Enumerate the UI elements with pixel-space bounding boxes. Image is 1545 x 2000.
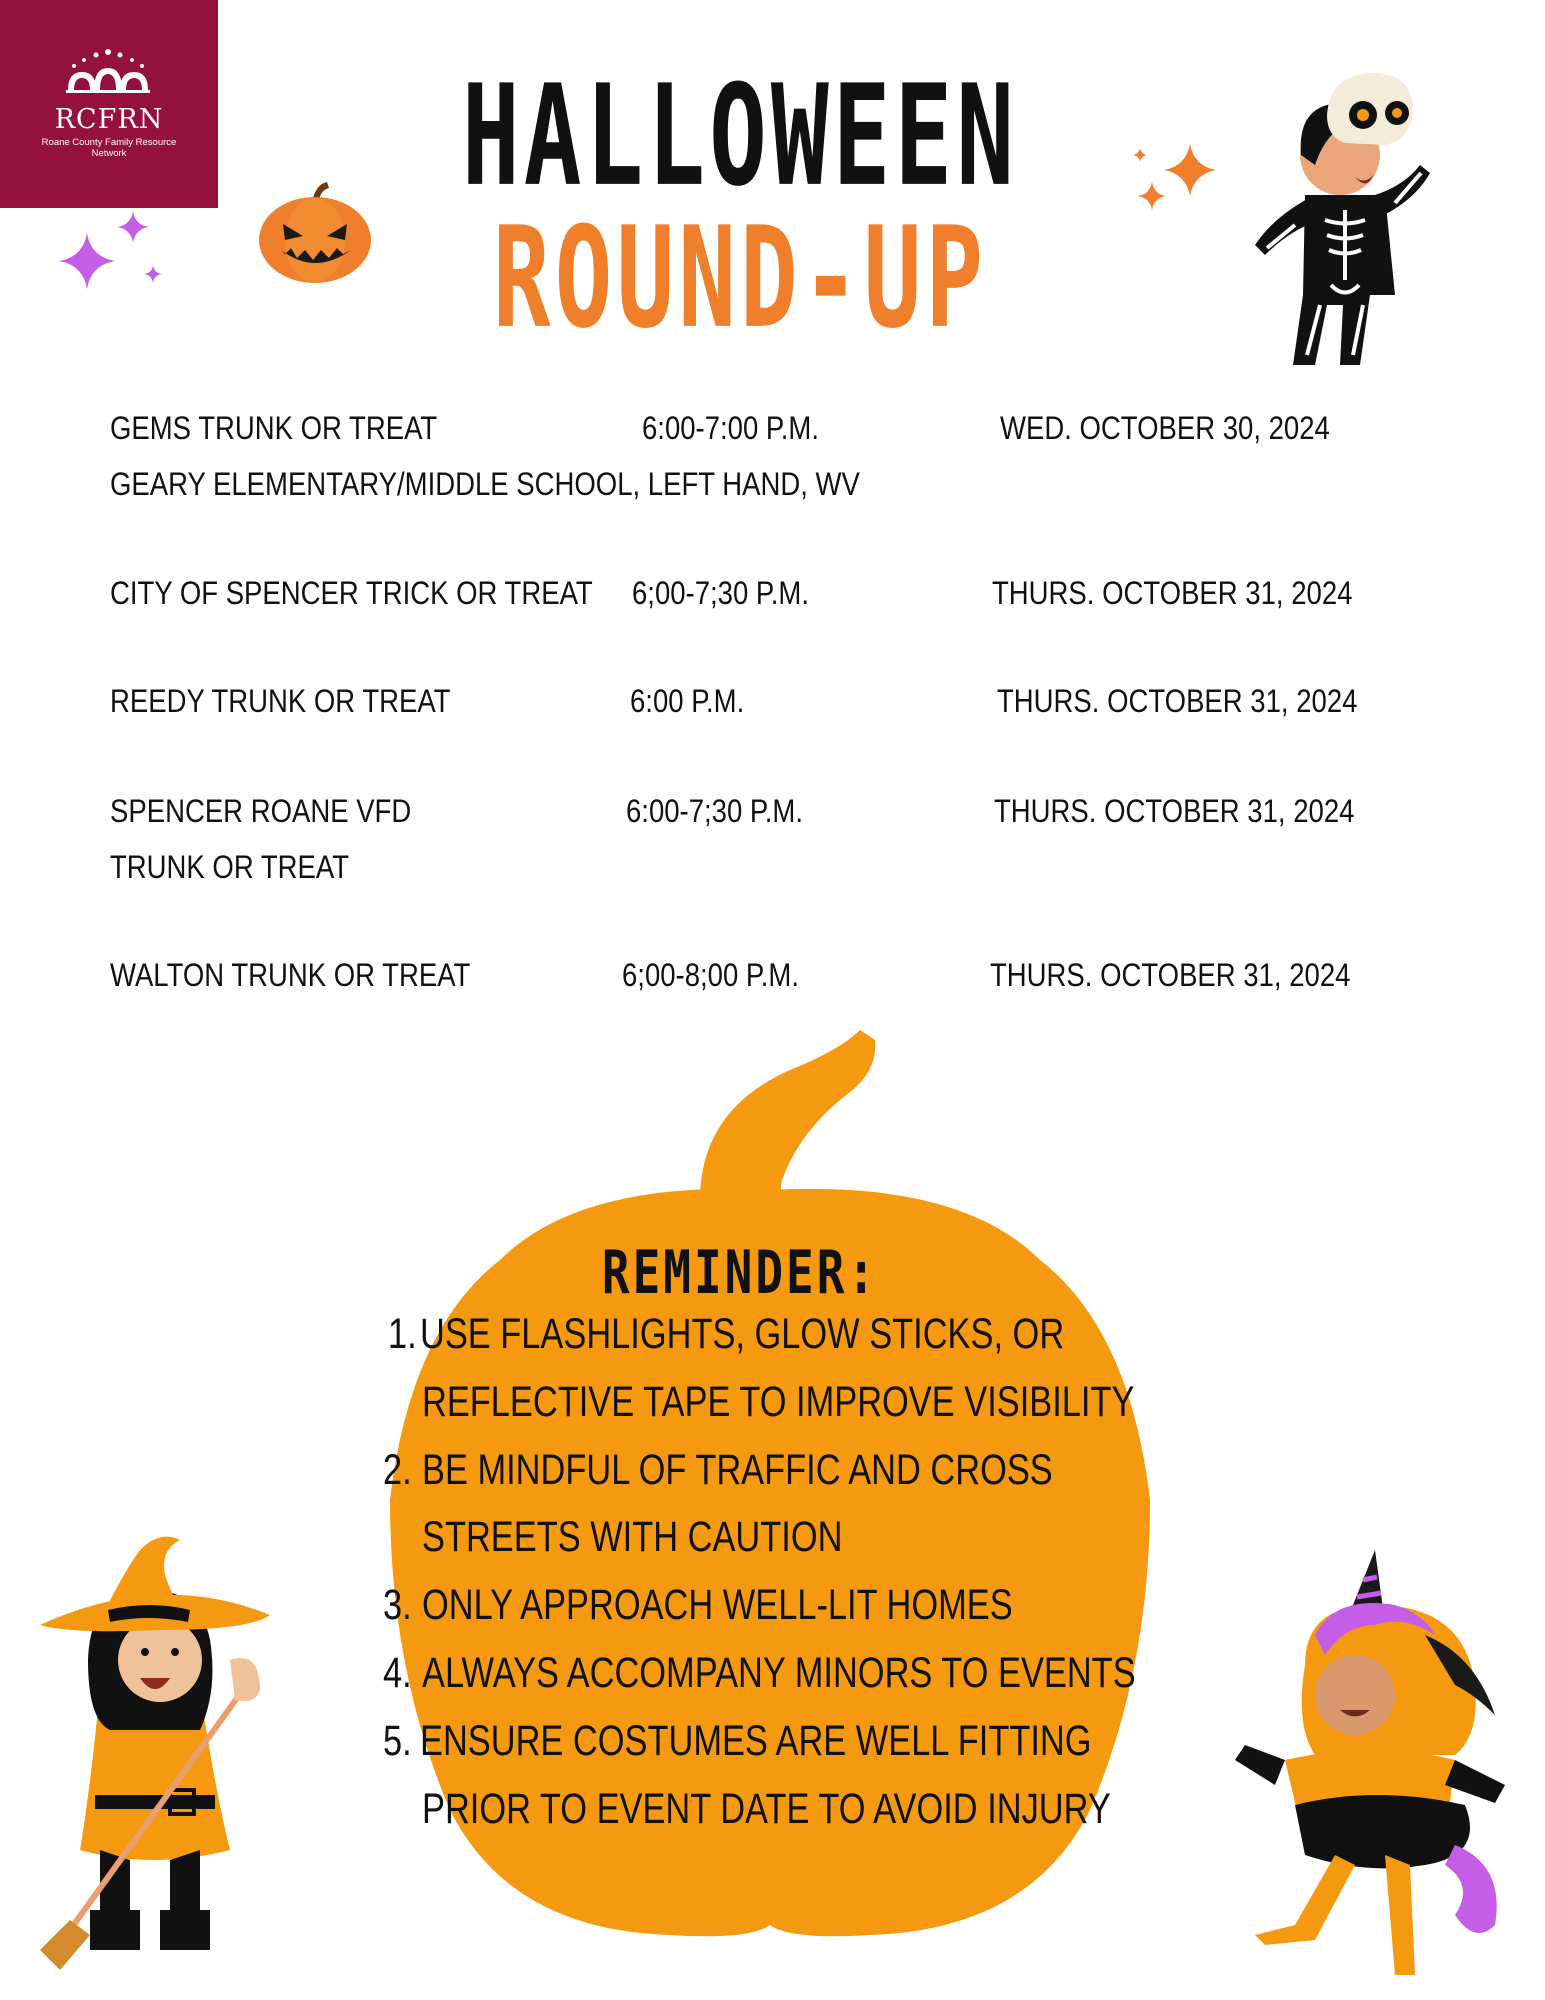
event-name: SPENCER ROANE VFD [110, 793, 412, 829]
logo-organization-name: Roane County Family Resource Network [41, 137, 177, 159]
purple-sparkles-icon [45, 205, 175, 305]
skeleton-costume-kid-illustration [1235, 45, 1450, 380]
reminder-item-text: ENSURE COSTUMES ARE WELL FITTING [420, 1717, 1092, 1765]
reminder-item-text-continued: PRIOR TO EVENT DATE TO AVOID INJURY [422, 1785, 1111, 1833]
reminder-item-text: ALWAYS ACCOMPANY MINORS TO EVENTS [422, 1649, 1136, 1697]
witch-costume-kid-illustration [30, 1530, 285, 1970]
reminder-heading: REMINDER: [601, 1236, 879, 1308]
event-time: 6;00-7;30 P.M. [632, 575, 809, 611]
event-name: WALTON TRUNK OR TREAT [110, 957, 471, 993]
event-location: GEARY ELEMENTARY/MIDDLE SCHOOL, LEFT HAND, WV [110, 466, 860, 502]
event-date: THURS. OCTOBER 31, 2024 [997, 683, 1358, 719]
unicorn-costume-kid-illustration [1225, 1545, 1525, 1985]
rcfrn-logo [0, 0, 218, 208]
event-date: THURS. OCTOBER 31, 2024 [990, 957, 1351, 993]
reminder-item-text: USE FLASHLIGHTS, GLOW STICKS, OR [420, 1310, 1065, 1358]
title-halloween: HALLOWEEN [461, 54, 1019, 218]
reminder-number: 3. [383, 1581, 412, 1629]
event-name-continued: TRUNK OR TREAT [110, 849, 350, 885]
reminder-item-text: ONLY APPROACH WELL-LIT HOMES [422, 1581, 1013, 1629]
reminder-number: 1. [388, 1310, 417, 1358]
reminder-number: 4. [383, 1649, 412, 1697]
reminder-item-text-continued: STREETS WITH CAUTION [422, 1513, 843, 1561]
event-name: REEDY TRUNK OR TREAT [110, 683, 451, 719]
event-date: THURS. OCTOBER 31, 2024 [994, 793, 1355, 829]
logo-arches-icon [58, 46, 158, 108]
orange-sparkles-icon [1130, 140, 1230, 230]
logo-abbreviation: RCFRN [54, 104, 164, 135]
event-time: 6:00-7:00 P.M. [642, 410, 819, 446]
event-date: WED. OCTOBER 30, 2024 [1000, 410, 1330, 446]
event-name: CITY OF SPENCER TRICK OR TREAT [110, 575, 593, 611]
reminder-item-text-continued: REFLECTIVE TAPE TO IMPROVE VISIBILITY [422, 1378, 1135, 1426]
event-name: GEMS TRUNK OR TREAT [110, 410, 438, 446]
event-time: 6:00-7;30 P.M. [626, 793, 803, 829]
event-date: THURS. OCTOBER 31, 2024 [992, 575, 1353, 611]
event-time: 6:00 P.M. [630, 683, 745, 719]
title-round-up: ROUND-UP [492, 196, 988, 360]
reminder-number: 2. [383, 1446, 412, 1494]
event-time: 6;00-8;00 P.M. [622, 957, 799, 993]
reminder-number: 5. [383, 1717, 412, 1765]
reminder-item-text: BE MINDFUL OF TRAFFIC AND CROSS [422, 1446, 1053, 1494]
